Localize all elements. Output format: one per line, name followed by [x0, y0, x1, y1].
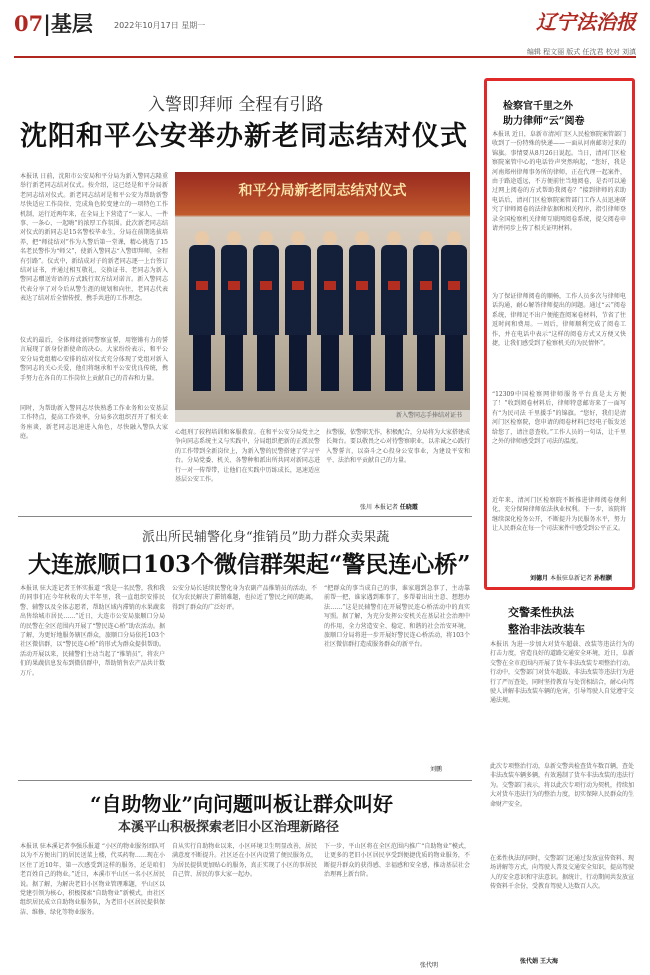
story5-body-3: 在柔性执法的同时，交警部门还通过发放宣传资料、现场讲解等方式，向驾驶人普及交通安全知识，提高驾驶人的安全意识和守法意识。据统计，行动期间共发放宣传资料千余份，受教育驾驶人达数百人次。 [490, 855, 634, 891]
article-body-2: 仪式的最后，全体师徒新同警察宣誓，用铿锵有力的誓言展现了新身份新使命的决心。大家纷纷表示，和平公安分局党组精心安排的结对仪式充分体现了党组对新入警同志的关心关爱，他们将继承和平公安优良传统，携手努力在各自的工作岗位上贡献自己的青春和力量。 [20, 337, 168, 382]
story2-kicker: 派出所民辅警化身“推销员”助力群众卖果蔬 [142, 530, 390, 545]
story3-body: 本报讯 驻本溪记者李强乐报道 “小区的物业服务团队可以为不方便出门的居民送菜上楼，代买药物……现在小区住了近10年，第一次感受到这样的服务，还是咱们老百姓自己的物业。”近日，本溪市平山区一名小区居民说。据了解，为解决老旧小区物业管理难题，平山区以党建引领为核心，积极探索“自助物业”新模式，由社区组织居民成立自助物业服务队，为老旧小区居民提供保洁、维修、绿化等物业服务。 [20, 843, 165, 916]
sidebar-body-2: 为了保证律师阅卷的顺畅，工作人员多次与律师电话沟通，耐心解答律师提出的问题。通过“云”阅卷系统，律师足不出户便能查阅案卷材料，节省了往返时间和费用。一周后，律师顺利完成了阅卷工作，并在电话中表示“这样的阅卷方式又方便又快捷，让我们感受到了检察机关的为民情怀”。 [492, 293, 626, 348]
story2-body: 本报讯 驻大连记者王怀实报道 “我是一名民警，我和我的同事们在今年秋收的大半年里，我一直组织安排民警、辅警以及全体志愿者，帮助区域内滞销的水果蔬菜出售给城市居民……”近日，大连市公安局旅顺口分局的民警在全区范围内开展了“警民连心桥”助农活动。据了解，为更好地服务辖区群众，旅顺口分局依托103个社区微信群，以“警民连心桥”的形式为群众提供帮助。活动开展以来，民辅警们主动当起了“推销员”，将农户们的果蔬信息发布到微信群中，帮助销售农产品共计数万斤。 [20, 585, 165, 677]
story2-body-3: “把群众的事当成自己的事，谁家遇到急事了，主动靠前帮一把，谁家遇到难事了，多帮着出出主意、想想办法……”这是民辅警们在开展警民连心桥活动中的真实写照。据了解，为充分发挥公安机关在基层社会治理中的作用，全力营造安全、稳定、和谐的社会治安环境，旅顺口分局将进一步开展好警民连心桥活动，将103个社区微信群打造成服务群众的新平台。 [324, 585, 470, 649]
issue-date: 2022年10月17日 星期一 [114, 21, 206, 30]
sidebar-body-3: “12309中国检察网律师服务平台真是太方便了！”收到阅卷材料后，律师特意邮寄来了一面写有“为民司法 千里援手”的锦旗。“您好，我们是清河门区检察院，您申请的阅卷材料已经电子版发送给您了，请注意查收。”工作人员的一句话，让千里之外的律师感受到了司法的温度。 [492, 391, 626, 446]
story3-headline: “自助物业”向问题叫板让群众叫好 [90, 792, 394, 816]
story2-byline: 刘鹏 [430, 766, 443, 773]
story5-body: 本报讯 为进一步加大对货车超载、改装等违法行为的打击力度，营造良好的道路交通安全环境，近日，阜新交警在全市范围内开展了货车非法改装专项整治行动。行动中，交警部门对货车超载、非法改装等违法行为进行了严厉查处，同时坚持教育与处罚相结合，耐心向驾驶人讲解非法改装车辆的危害，引导驾驶人自觉遵守交通法规。 [490, 641, 634, 705]
article-kicker: 入警即拜师 全程有引路 [148, 95, 324, 115]
sidebar-byline: 刘德月 本报驻阜新记者 孙程颢 [530, 575, 612, 582]
sidebar-body: 本报讯 近日，阜新市清河门区人民检察院案管部门收到了一份特殊的快递——一面从河南邮寄过来的锦旗。事情要从8月26日说起。当日，清河门区检察院案管中心的电话铃声突然响起，“您好，我是河南郑州律师事务所的律师，正在代理一起案件，由于路途遥远，不方便前往当地阅卷，是否可以通过网上阅卷的方式帮助我阅卷？”接到律师的求助电话后，清河门区检察院案管部门工作人员迅速研究了律师阅卷的法律依据和相关程序，指引律师登录全国检察机关律师互联网阅卷系统，提交阅卷申请并同步上传了相关证明材料。 [492, 131, 626, 233]
story5-body-2: 此次专项整治行动，阜新交警共检查货车数百辆，查处非法改装车辆多辆，有效遏制了货车非法改装的违法行为。交警部门表示，将以此次专项行动为契机，持续加大对货车违法行为的整治力度，切实保障人民群众的生命财产安全。 [490, 763, 634, 808]
editor-credits: 编辑 程文丽 版式 任沈君 校对 刘滇 [526, 48, 636, 56]
article-headline: 沈阳和平公安举办新老同志结对仪式 [20, 121, 468, 152]
article-body: 本报讯 日前，沈阳市公安局和平分局为新入警同志隆重举行新老同志结对仪式。按介绍，这已经是和平分局新老同志结对仪式。新老同志结对是和平公安为帮助新警尽快适应工作岗位、完成角色转变建立的一项特色工作机制，运行近两年来，在全局上下营造了“一家人、一件事、一条心、一起嗨”的浓厚工作氛围。此次新老同志结对仪式的新同志是15名警校毕业生，分局在前期选拔培养，把“师徒结对”作为入警后第一堂课，精心挑选了15名老民警作为“师父”，使新入警同志“入警即拜师，全程有引路”。仪式中，新结成对子的新老同志逐一上台签订结对证书，并通过相互敬礼、交换证书、老同志为新入警同志赠送寄语的方式践行双方结对诺言。新入警同志代表分享了对今后从警生涯的规划和向往，老同志代表表达了结对后全情传授、携手共进的工作理念。 [20, 173, 168, 303]
sidebar-headline-2: 助力律师“云”阅卷 [503, 116, 585, 127]
article-body-right: 拉警服，依警职无作，积极配合，分局将为大家搭建成长舞台。要以敬畏之心对待警察职业，以赤诚之心践行入警誓言，以奋斗之心投身公安事业，为建设平安和平、法治和平贡献自己的力量。 [326, 429, 470, 465]
story3-body-2: 自从实行自助物业以来，小区环境卫生明显改善，居民满意度不断提升。社区还在小区内设置了便民服务点，为居民提供更加贴心的服务，真正实现了小区的事居民自己管、居民的事大家一起办。 [172, 843, 317, 879]
sidebar-headline: 检察官千里之外 [503, 101, 573, 112]
news-photo [175, 172, 470, 410]
photo-caption: 新入警同志手捧结对证书 [175, 410, 470, 422]
story3-subtitle: 本溪平山积极探索老旧小区治理新路径 [118, 820, 340, 835]
page-header [14, 8, 636, 58]
story2-headline: 大连旅顺口103个微信群架起“警民连心桥” [28, 551, 471, 578]
masthead-logo: 辽宁法治报 [536, 10, 636, 34]
story3-body-3: 下一步，平山区将在全区范围内推广“自助物业”模式，让更多的老旧小区居民享受到便捷优质的物业服务，不断提升群众的获得感、幸福感和安全感，推动基层社会治理再上新台阶。 [324, 843, 470, 879]
story3-byline: 张代明 [420, 962, 439, 969]
divider-2 [18, 780, 472, 781]
story2-body-2: 公安分局长延续民警化身为农副产品推销员的活动，不仅为农民解决了滞销难题，也拉近了警民之间的距离，得到了群众的广泛好评。 [172, 585, 317, 611]
story5-headline-2: 整治非法改装车 [508, 623, 585, 636]
page-number: 07|基层 [14, 11, 93, 36]
article-body-mid: 心组刑了较程培训和客服教育。在和平公安分局党主之争向同志系统主义与实践中，分局组织把新的正派民警的工作带到全新岗位上，为新入警的民警搭建了学习平台。分局党委、机关、各警种和派出所共同对新同志进行一对一传帮带，让他们在实践中历练成长，迅速适应基层公安工作。 [175, 429, 320, 484]
story5-headline: 交警柔性执法 [508, 606, 574, 619]
photo-banner: 和平分局新老同志结对仪式 [238, 183, 407, 199]
divider [18, 516, 472, 517]
article-body-3: 同时，为帮助新入警同志尽快熟悉工作业务和公安基层工作特点，提高工作效率，分局多次组织召开了相关业务座谈，新老同志迅速进入角色，尽快融入警队大家庭。 [20, 405, 168, 441]
sidebar-body-4: 近年来，清河门区检察院不断推进律师阅卷便利化，充分保障律师依法执业权利。下一步，该院将继续深化检务公开，不断提升为民服务水平，努力让人民群众在每一个司法案件中感受到公平正义。 [492, 497, 626, 533]
story5-byline: 张代娟 王大海 [520, 958, 558, 965]
article-byline: 张川 本报记者 任晓霞 [360, 504, 418, 511]
